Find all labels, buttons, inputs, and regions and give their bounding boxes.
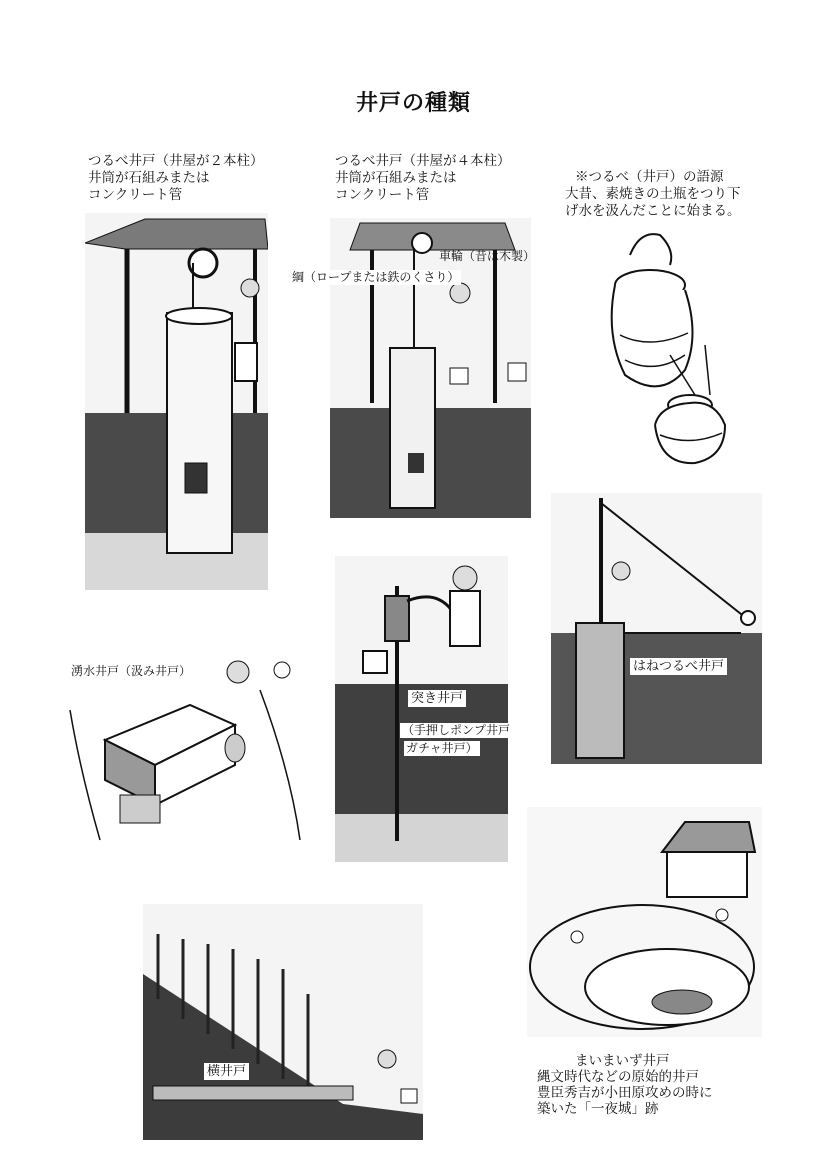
- tsurube-4-caption-line3: コンクリート管: [335, 187, 430, 203]
- tsurube-4-caption-line1: つるべ井戸（井屋が４本柱）: [335, 153, 511, 169]
- tsuki-ido-label: 突き井戸: [408, 690, 466, 707]
- tsurube-2-illustration: [85, 213, 268, 590]
- etymology-note-line1: ※つるべ（井戸）の語源: [575, 169, 724, 185]
- yusui-illustration: [60, 650, 318, 850]
- page-title: 井戸の種類: [355, 91, 471, 116]
- tsurube-4-caption: [335, 153, 511, 204]
- yoko-ido-illustration: [143, 904, 423, 1140]
- hane-tsurube-illustration: [551, 493, 762, 764]
- hane-tsurube-label: はねつるべ井戸: [630, 658, 727, 675]
- tsuki-ido-illustration: [335, 556, 508, 862]
- gacha-ido-label: ガチャ井戸）: [406, 741, 478, 755]
- etymology-note: [565, 169, 741, 220]
- rope-label: 綱（ロープまたは鉄のくさり）: [292, 270, 460, 284]
- etymology-note-line3: げ水を汲んだことに始まる。: [565, 203, 741, 219]
- maimaizu-caption-line1: まいまいず井戸: [575, 1053, 670, 1069]
- tsurube-2-caption-line1: つるべ井戸（井屋が２本柱）: [88, 153, 264, 169]
- hand-pump-label: （手押しポンプ井戸: [402, 723, 511, 737]
- yusui-label: 湧水井戸（汲み井戸）: [71, 664, 192, 678]
- wheel-label: 車輪（昔は木製）: [439, 249, 536, 263]
- tsurube-2-caption: [88, 153, 264, 204]
- yoko-ido-label: 横井戸: [204, 1063, 249, 1080]
- tsurube-2-caption-line3: コンクリート管: [88, 187, 183, 203]
- tsurube-4-caption-line2: 井筒が石組みまたは: [335, 170, 457, 186]
- etymology-note-line2: 大昔、素焼きの土瓶をつり下: [565, 186, 741, 202]
- maimaizu-caption: [537, 1053, 713, 1117]
- maimaizu-caption-line2: 縄文時代などの原始的井戸: [537, 1069, 699, 1085]
- maimaizu-caption-line4: 築いた「一夜城」跡: [537, 1101, 659, 1117]
- maimaizu-caption-line3: 豊臣秀吉が小田原攻めの時に: [537, 1085, 713, 1101]
- tsurube-2-caption-line2: 井筒が石組みまたは: [88, 170, 210, 186]
- clay-pot-illustration: [600, 225, 735, 470]
- maimaizu-illustration: [527, 807, 762, 1037]
